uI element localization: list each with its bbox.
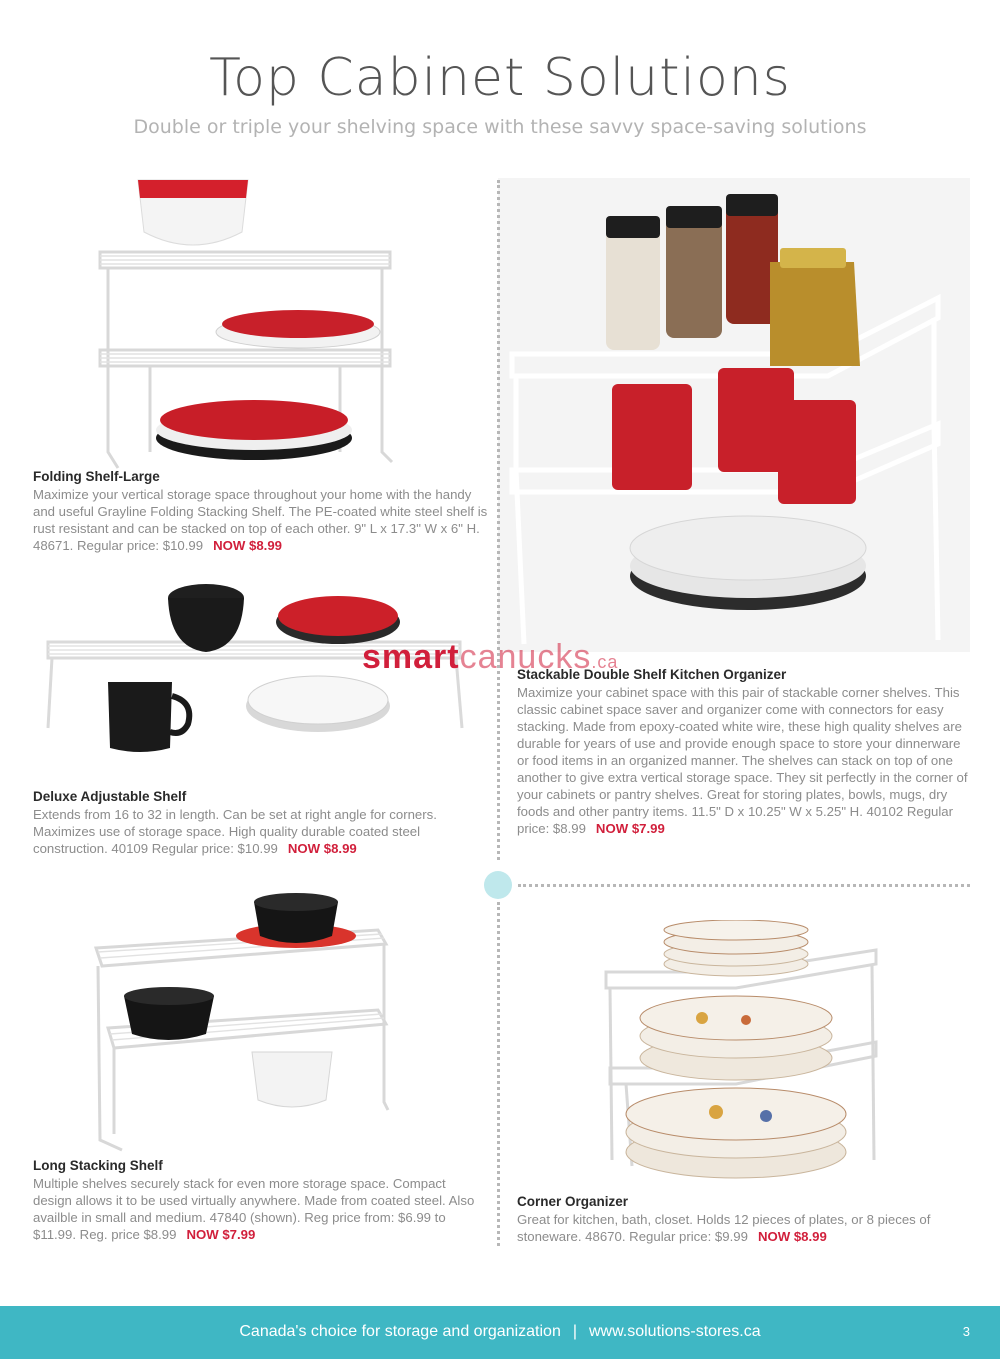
product-deluxe-adjustable-shelf <box>33 788 453 857</box>
divider-dot <box>484 871 512 899</box>
vertical-divider-bottom <box>497 902 500 1246</box>
horizontal-divider <box>518 884 970 887</box>
sale-price: NOW $7.99 <box>595 821 665 836</box>
product-name: Stackable Double Shelf Kitchen Organizer <box>517 667 787 682</box>
page-subtitle: Double or triple your shelving space with these savvy space-saving solutions <box>133 116 867 138</box>
product-name: Deluxe Adjustable Shelf <box>33 789 187 804</box>
stackable-double-shelf-image <box>498 178 970 652</box>
watermark-canucks: canucks <box>459 638 592 676</box>
long-stacking-shelf-image <box>88 888 392 1152</box>
watermark-smart: smart <box>362 638 460 676</box>
product-name: Folding Shelf-Large <box>33 469 160 484</box>
product-description: Multiple shelves securely stack for even more storage space. Compact design allows it to be used virtually anywhere. Made from coated steel. Also availble in small and medium. 47840 (shown). Reg price from: $6.99 to $11.99. Reg. price $8.99 <box>33 1176 475 1242</box>
footer-text <box>0 1323 1000 1341</box>
product-description: Maximize your vertical storage space throughout your home with the handy and useful Grayline Folding Stacking Shelf. The PE-coated white steel shelf is rust resistant and can be stacked on top of each other. 9" L x 17.3" W x 6" H. 48671. Regular price: $10.99 <box>33 487 488 553</box>
product-corner-organizer <box>517 1193 973 1245</box>
product-stackable-double-shelf <box>517 666 973 837</box>
footer-tagline: Canada's choice for storage and organization <box>239 1323 561 1340</box>
page-number: 3 <box>962 1324 970 1339</box>
product-name: Long Stacking Shelf <box>33 1158 163 1173</box>
footer-bar <box>0 1306 1000 1359</box>
watermark-ca: .ca <box>591 652 619 672</box>
deluxe-adjustable-shelf-image <box>40 578 468 786</box>
product-description: Great for kitchen, bath, closet. Holds 12 pieces of plates, or 8 pieces of stoneware. 48670. Regular price: $9.99 <box>517 1212 931 1244</box>
corner-organizer-image <box>596 920 886 1182</box>
footer-separator: | <box>572 1323 577 1340</box>
footer-website[interactable]: www.solutions-stores.ca <box>589 1323 761 1340</box>
page-title: Top Cabinet Solutions <box>209 48 791 108</box>
sale-price: NOW $8.99 <box>213 538 282 553</box>
product-description: Maximize your cabinet space with this pair of stackable corner shelves. This classic cabinet space saver and organizer come with connectors for easy stacking. Made from epoxy-coated white wire, these high quality shelves are durable for years of use and provide enough space to store your dinnerware or food items in an organized manner. The shelves can stack on top of one another to give extra vertical storage space. They sit perfectly in the corner of your cabinets or pantry shelves. Great for storing plates, bowls, mugs, dry foods and other pantry items. 11.5" D x 10.25" W x 5.25" H. 40102 Regular price: $8.99 <box>517 685 968 836</box>
sale-price: NOW $8.99 <box>757 1229 827 1244</box>
product-name: Corner Organizer <box>517 1194 629 1209</box>
sale-price: NOW $8.99 <box>287 841 357 856</box>
vertical-divider-top <box>497 180 500 860</box>
folding-shelf-image <box>90 172 400 470</box>
sale-price: NOW $7.99 <box>186 1227 256 1242</box>
product-folding-shelf-large <box>33 468 493 554</box>
product-long-stacking-shelf <box>33 1157 485 1243</box>
product-description: Extends from 16 to 32 in length. Can be set at right angle for corners. Maximizes use of storage space. High quality durable coated steel construction. 40109 Regular price: $10.99 <box>33 807 437 856</box>
